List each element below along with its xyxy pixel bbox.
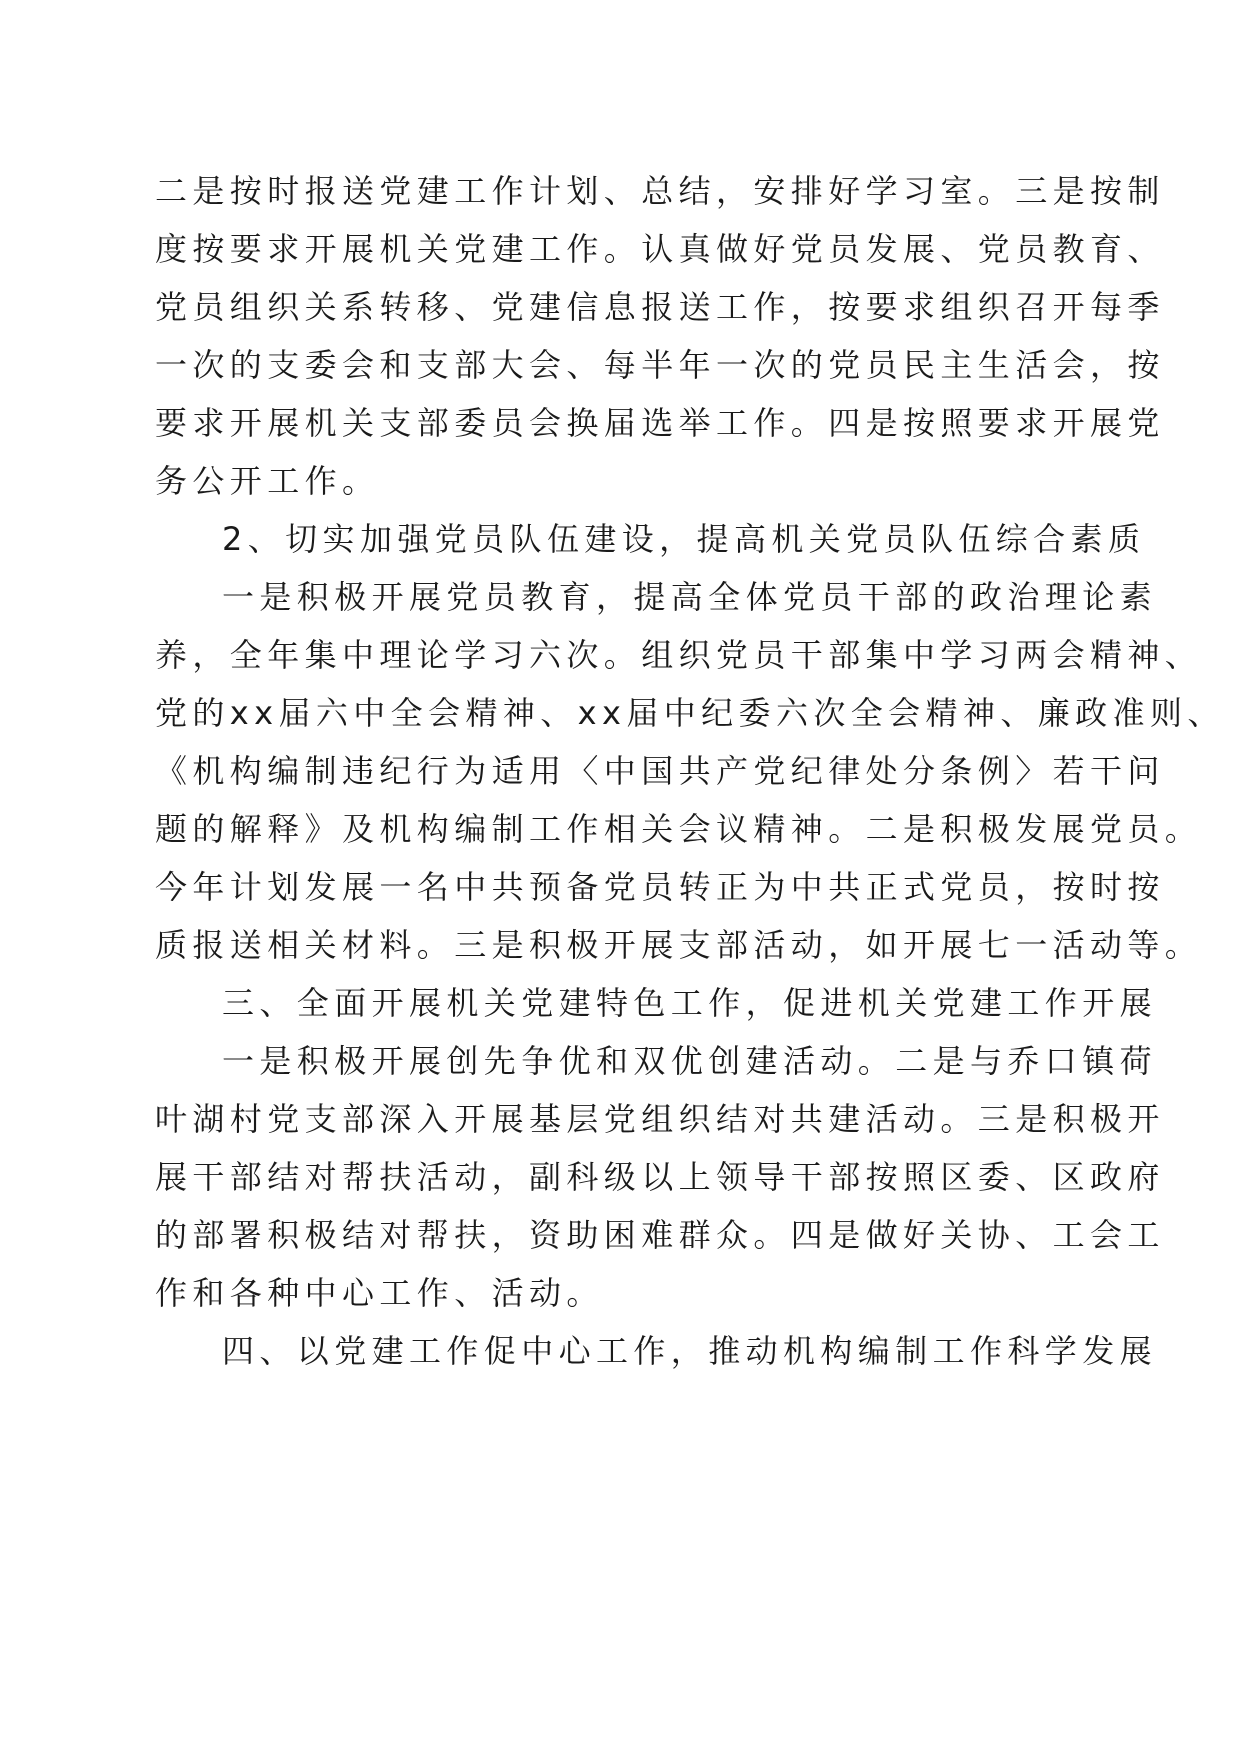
text-line: 一次的支委会和支部大会、每半年一次的党员民主生活会，按: [155, 346, 1165, 384]
text-line: 作和各种中心工作、活动。: [155, 1274, 604, 1312]
text-line: 展干部结对帮扶活动，副科级以上领导干部按照区委、区政府: [155, 1158, 1165, 1196]
text-line: 党员组织关系转移、党建信息报送工作，按要求组织召开每季: [155, 288, 1165, 326]
text-line: 的部署积极结对帮扶，资助困难群众。四是做好关协、工会工: [155, 1216, 1165, 1254]
text-line: 质报送相关材料。三是积极开展支部活动，如开展七一活动等。: [155, 926, 1203, 964]
section-heading: 三、全面开展机关党建特色工作，促进机关党建工作开展: [222, 984, 1158, 1022]
section-heading: 2、切实加强党员队伍建设，提高机关党员队伍综合素质: [222, 520, 1146, 558]
text-line: 题的解释》及机构编制工作相关会议精神。二是积极发展党员。: [155, 810, 1203, 848]
text-line: 二是按时报送党建工作计划、总结，安排好学习室。三是按制: [155, 172, 1165, 210]
text-line: 务公开工作。: [155, 462, 380, 500]
text-line: 一是积极开展创先争优和双优创建活动。二是与乔口镇荷: [222, 1042, 1158, 1080]
text-line: 要求开展机关支部委员会换届选举工作。四是按照要求开展党: [155, 404, 1165, 442]
text-line: 《机构编制违纪行为适用〈中国共产党纪律处分条例〉若干问: [155, 752, 1165, 790]
text-line: 一是积极开展党员教育，提高全体党员干部的政治理论素: [222, 578, 1158, 616]
text-line: 党的xx届六中全会精神、xx届中纪委六次全会精神、廉政准则、: [155, 694, 1225, 732]
text-line: 叶湖村党支部深入开展基层党组织结对共建活动。三是积极开: [155, 1100, 1165, 1138]
section-heading: 四、以党建工作促中心工作，推动机构编制工作科学发展: [222, 1332, 1158, 1370]
text-line: 养，全年集中理论学习六次。组织党员干部集中学习两会精神、: [155, 636, 1203, 674]
text-line: 度按要求开展机关党建工作。认真做好党员发展、党员教育、: [155, 230, 1165, 268]
text-line: 今年计划发展一名中共预备党员转正为中共正式党员，按时按: [155, 868, 1165, 906]
